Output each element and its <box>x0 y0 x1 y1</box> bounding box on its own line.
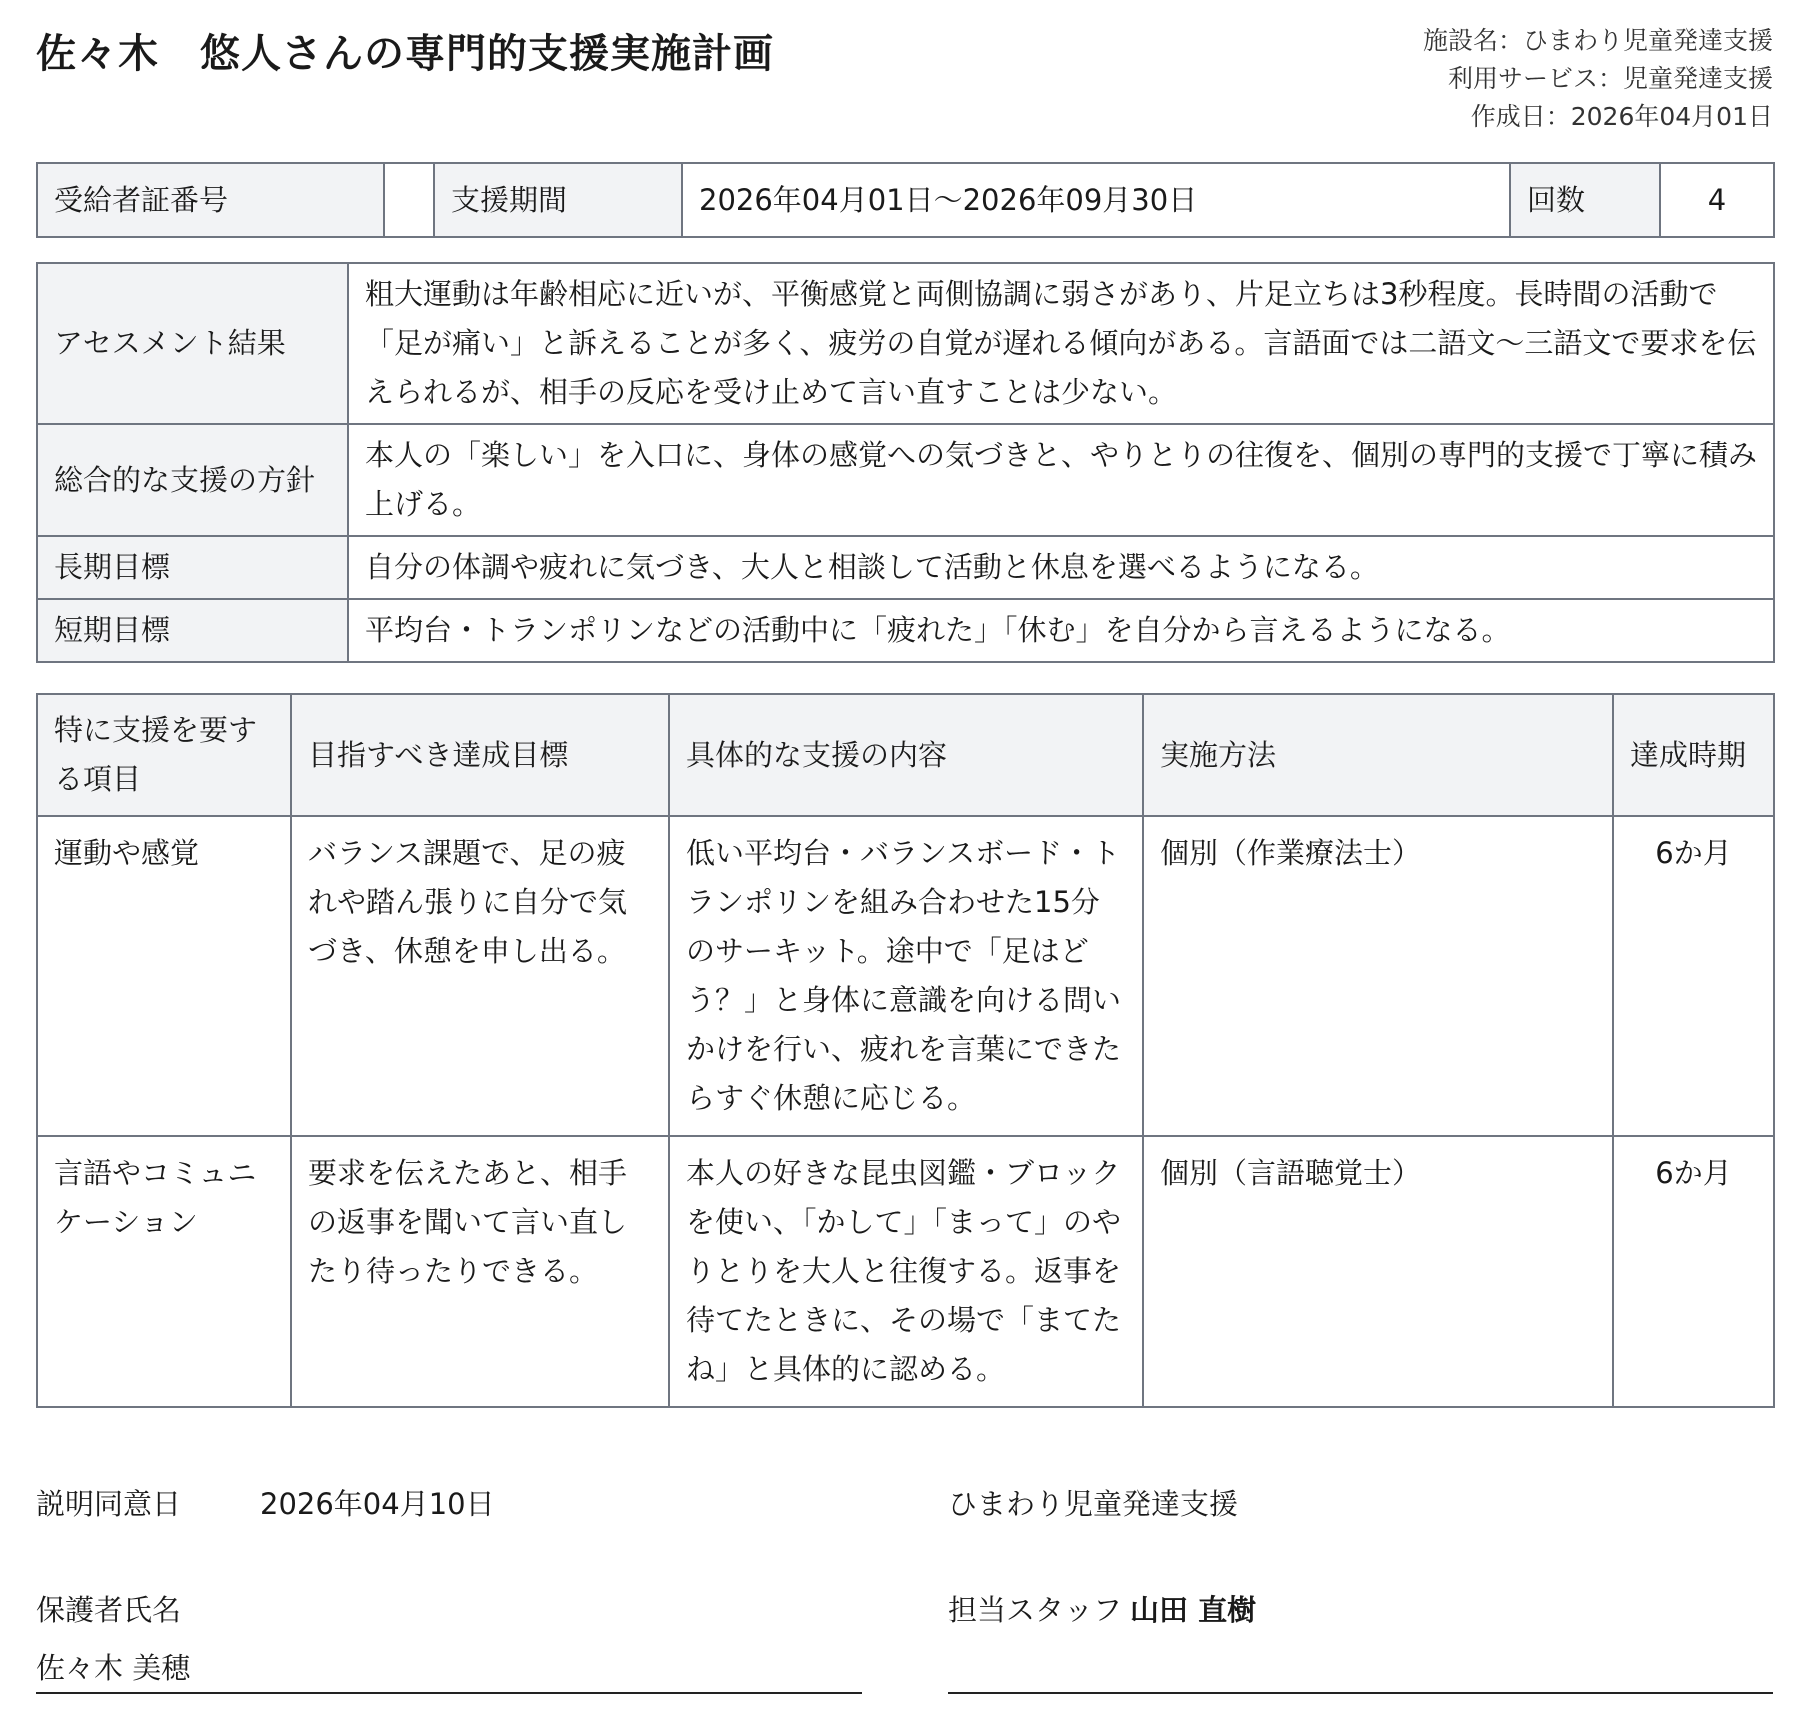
consent-date-value: 2026年04月10日 <box>260 1487 495 1521</box>
column-header-method: 実施方法 <box>1143 694 1613 816</box>
created-date: 作成日：2026年04月01日 <box>1470 102 1773 131</box>
support-content: 本人の好きな昆虫図鑑・ブロックを使い、「かして」「まって」のやりとりを大人と往復する。返事を待てたときに、その場で「まてたね」と具体的に認める。 <box>669 1136 1143 1407</box>
plan-overview-table <box>36 262 1775 663</box>
staff-label: 担当スタッフ <box>948 1593 1123 1627</box>
guardian-name-label: 保護者氏名 <box>36 1593 182 1627</box>
recipient-number-value <box>384 163 434 237</box>
achievement-period: 6か月 <box>1613 1136 1774 1407</box>
service-type: 利用サービス：児童発達支援 <box>1447 64 1773 93</box>
support-period-label: 支援期間 <box>434 163 682 237</box>
page-title: 佐々木 悠人さんの専門的支援実施計画 <box>36 31 774 77</box>
session-count-value: 4 <box>1660 163 1774 237</box>
achievement-period: 6か月 <box>1613 816 1774 1136</box>
long-term-goal-label: 長期目標 <box>37 536 348 599</box>
column-header-goal: 目指すべき達成目標 <box>291 694 669 816</box>
summary-table <box>36 162 1775 238</box>
table-row <box>37 1136 1774 1407</box>
table-row <box>37 816 1774 1136</box>
table-header-row <box>37 694 1774 816</box>
staff-name: 山田 直樹 <box>1130 1593 1257 1627</box>
assessment-label: アセスメント結果 <box>37 263 348 424</box>
short-term-goal-label: 短期目標 <box>37 599 348 662</box>
short-term-goal-text: 平均台・トランポリンなどの活動中に「疲れた」「休む」を自分から言えるようになる。 <box>348 599 1774 662</box>
support-details-table <box>36 693 1775 1408</box>
support-content: 低い平均台・バランスボード・トランポリンを組み合わせた15分のサーキット。途中で「足はどう？」と身体に意識を向ける問いかけを行い、疲れを言葉にできたらすぐ休憩に応じる。 <box>669 816 1143 1136</box>
column-header-period: 達成時期 <box>1613 694 1774 816</box>
document-meta <box>1423 22 1773 136</box>
recipient-number-label: 受給者証番号 <box>37 163 384 237</box>
guardian-signature-line <box>36 1692 862 1694</box>
support-policy-label: 総合的な支援の方針 <box>37 424 348 536</box>
staff-signature-line <box>948 1692 1773 1694</box>
support-policy-text: 本人の「楽しい」を入口に、身体の感覚への気づきと、やりとりの往復を、個別の専門的支援で丁寧に積み上げる。 <box>348 424 1774 536</box>
support-plan-document <box>36 0 1773 1728</box>
implementation-method: 個別（作業療法士） <box>1143 816 1613 1136</box>
short-term-goal-row <box>37 599 1774 662</box>
support-item: 運動や感覚 <box>37 816 291 1136</box>
guardian-name-value: 佐々木 美穂 <box>36 1651 191 1685</box>
column-header-content: 具体的な支援の内容 <box>669 694 1143 816</box>
assessment-row <box>37 263 1774 424</box>
target-goal: バランス課題で、足の疲れや踏ん張りに自分で気づき、休憩を申し出る。 <box>291 816 669 1136</box>
support-policy-row <box>37 424 1774 536</box>
facility-signature-name: ひまわり児童発達支援 <box>948 1487 1239 1521</box>
support-period-value: 2026年04月01日～2026年09月30日 <box>682 163 1510 237</box>
facility-name: 施設名：ひまわり児童発達支援 <box>1422 26 1773 55</box>
assessment-text: 粗大運動は年齢相応に近いが、平衡感覚と両側協調に弱さがあり、片足立ちは3秒程度。長時間の活動で「足が痛い」と訴えることが多く、疲労の自覚が遅れる傾向がある。言語面では二語文～三語文で要求を伝えられるが、相手の反応を受け止めて言い直すことは少ない。 <box>348 263 1774 424</box>
long-term-goal-text: 自分の体調や疲れに気づき、大人と相談して活動と休息を選べるようになる。 <box>348 536 1774 599</box>
target-goal: 要求を伝えたあと、相手の返事を聞いて言い直したり待ったりできる。 <box>291 1136 669 1407</box>
implementation-method: 個別（言語聴覚士） <box>1143 1136 1613 1407</box>
signature-section <box>36 1408 1773 1728</box>
summary-row <box>37 163 1774 237</box>
support-item: 言語やコミュニケーション <box>37 1136 291 1407</box>
document-header <box>36 0 1773 162</box>
column-header-item: 特に支援を要する項目 <box>37 694 291 816</box>
session-count-label: 回数 <box>1510 163 1660 237</box>
long-term-goal-row <box>37 536 1774 599</box>
consent-date-label: 説明同意日 <box>36 1487 182 1521</box>
